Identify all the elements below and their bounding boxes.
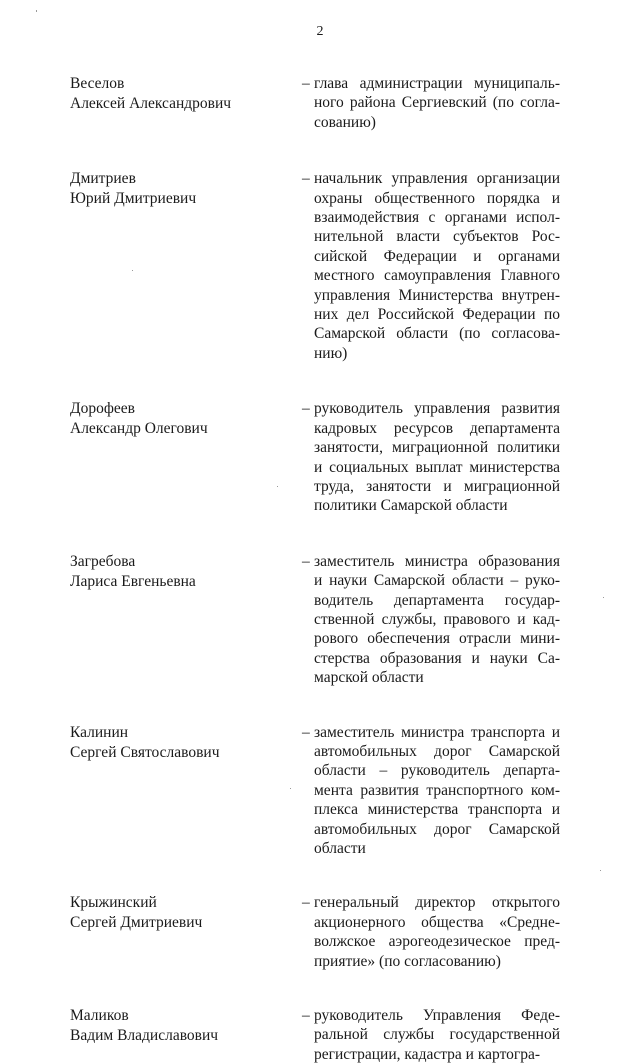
member-given-names: Александр Олегович: [70, 420, 208, 438]
member-entry: [70, 169, 570, 363]
scan-speck: [132, 270, 133, 271]
position-line: водитель департамента государ-: [314, 591, 560, 609]
position-line: нительной власти субъектов Рос-: [314, 228, 560, 246]
member-name: [70, 74, 290, 114]
position-line: глава администрации муниципаль-: [314, 75, 560, 92]
member-position: [314, 399, 560, 515]
scan-speck: [290, 788, 291, 789]
dash-separator: –: [302, 170, 310, 188]
position-line: занятости, миграционной политики: [314, 439, 560, 457]
member-position: [314, 1006, 560, 1064]
position-line: заместитель министра транспорта и: [314, 723, 560, 741]
position-line: стерства образования и науки Са-: [314, 649, 560, 667]
dash-separator: –: [302, 723, 310, 741]
page-number: 2: [316, 24, 324, 39]
dash-separator: –: [302, 1007, 310, 1025]
position-line: ственной службы, правового и кад-: [314, 610, 560, 628]
member-name: [70, 169, 290, 209]
position-line: начальник управления организации: [314, 170, 560, 188]
member-name: [70, 723, 290, 763]
member-given-names: Сергей Дмитриевич: [70, 914, 203, 932]
position-line: мента развития транспортного ком-: [314, 781, 560, 799]
position-line: заместитель министра образования: [314, 552, 560, 570]
position-line: труда, занятости и миграционной: [314, 477, 560, 495]
scan-speck: [277, 486, 278, 487]
member-surname: Дмитриев: [70, 170, 136, 188]
position-line: волжское аэрогеодезическое пред-: [314, 933, 560, 951]
member-surname: Веселов: [70, 75, 125, 92]
member-entry: [70, 893, 570, 971]
position-line: акционерного общества «Средне-: [314, 913, 560, 931]
position-line: автомобильных дорог Самарской: [314, 742, 560, 760]
position-line: управления Министерства внутрен-: [314, 286, 560, 304]
member-list: [70, 74, 570, 1064]
position-line: регистрации, кадастра и картогра-: [314, 1045, 541, 1063]
position-line: генеральный директор открытого: [314, 894, 560, 912]
member-given-names: Лариса Евгеньевна: [70, 572, 196, 590]
member-surname: Маликов: [70, 1007, 129, 1025]
scan-speck: [603, 597, 604, 598]
position-line: местного самоуправления Главного: [314, 267, 560, 285]
member-surname: Калинин: [70, 723, 129, 741]
position-line: руководитель Управления Феде-: [314, 1007, 560, 1025]
member-position: [314, 74, 560, 132]
member-entry: [70, 74, 570, 132]
member-position: [314, 169, 560, 363]
member-name: [70, 893, 290, 933]
position-line: сийской Федерации и органами: [314, 247, 560, 265]
position-line: сованию): [314, 113, 376, 131]
dash-separator: –: [302, 75, 310, 92]
position-line: плекса министерства транспорта и: [314, 801, 560, 819]
dash-separator: –: [302, 400, 310, 418]
position-line: кадровых ресурсов департамента: [314, 419, 560, 437]
position-line: области: [314, 840, 366, 857]
dash-separator: –: [302, 552, 310, 570]
position-line: ного района Сергиевский (по согла-: [314, 94, 560, 112]
member-entry: [70, 1006, 570, 1064]
position-line: руководитель управления развития: [314, 400, 560, 418]
member-name: [70, 399, 290, 439]
member-entry: [70, 399, 570, 515]
position-line: взаимодействия с органами испол-: [314, 209, 560, 227]
member-name: [70, 1006, 290, 1046]
member-position: [314, 723, 560, 859]
position-line: и науки Самарской области – руко-: [314, 572, 560, 590]
position-line: нию): [314, 344, 348, 362]
member-entry: [70, 552, 570, 688]
position-line: них дел Российской Федерации по: [314, 306, 560, 324]
member-position: [314, 552, 560, 688]
position-line: рового обеспечения отрасли мини-: [314, 630, 560, 648]
member-surname: Крыжинский: [70, 894, 157, 912]
member-name: [70, 552, 290, 592]
position-line: марской области: [314, 669, 424, 687]
position-line: охраны общественного порядка и: [314, 189, 560, 207]
member-given-names: Алексей Александрович: [70, 95, 232, 112]
position-line: области – руководитель департа-: [314, 762, 560, 780]
member-given-names: Вадим Владиславович: [70, 1027, 219, 1045]
position-line: и социальных выплат министерства: [314, 458, 560, 476]
scan-speck: [600, 870, 601, 871]
position-line: автомобильных дорог Самарской: [314, 820, 560, 838]
position-line: приятие» (по согласованию): [314, 952, 501, 970]
member-surname: Загребова: [70, 552, 136, 570]
member-given-names: Сергей Святославович: [70, 743, 220, 761]
position-line: ральной службы государственной: [314, 1026, 560, 1044]
position-line: политики Самарской области: [314, 497, 508, 515]
position-line: Самарской области (по согласова-: [314, 325, 560, 343]
member-entry: [70, 723, 570, 859]
scan-speck: [36, 10, 37, 12]
member-position: [314, 893, 560, 971]
member-surname: Дорофеев: [70, 400, 135, 418]
member-given-names: Юрий Дмитриевич: [70, 190, 197, 208]
dash-separator: –: [302, 894, 310, 912]
